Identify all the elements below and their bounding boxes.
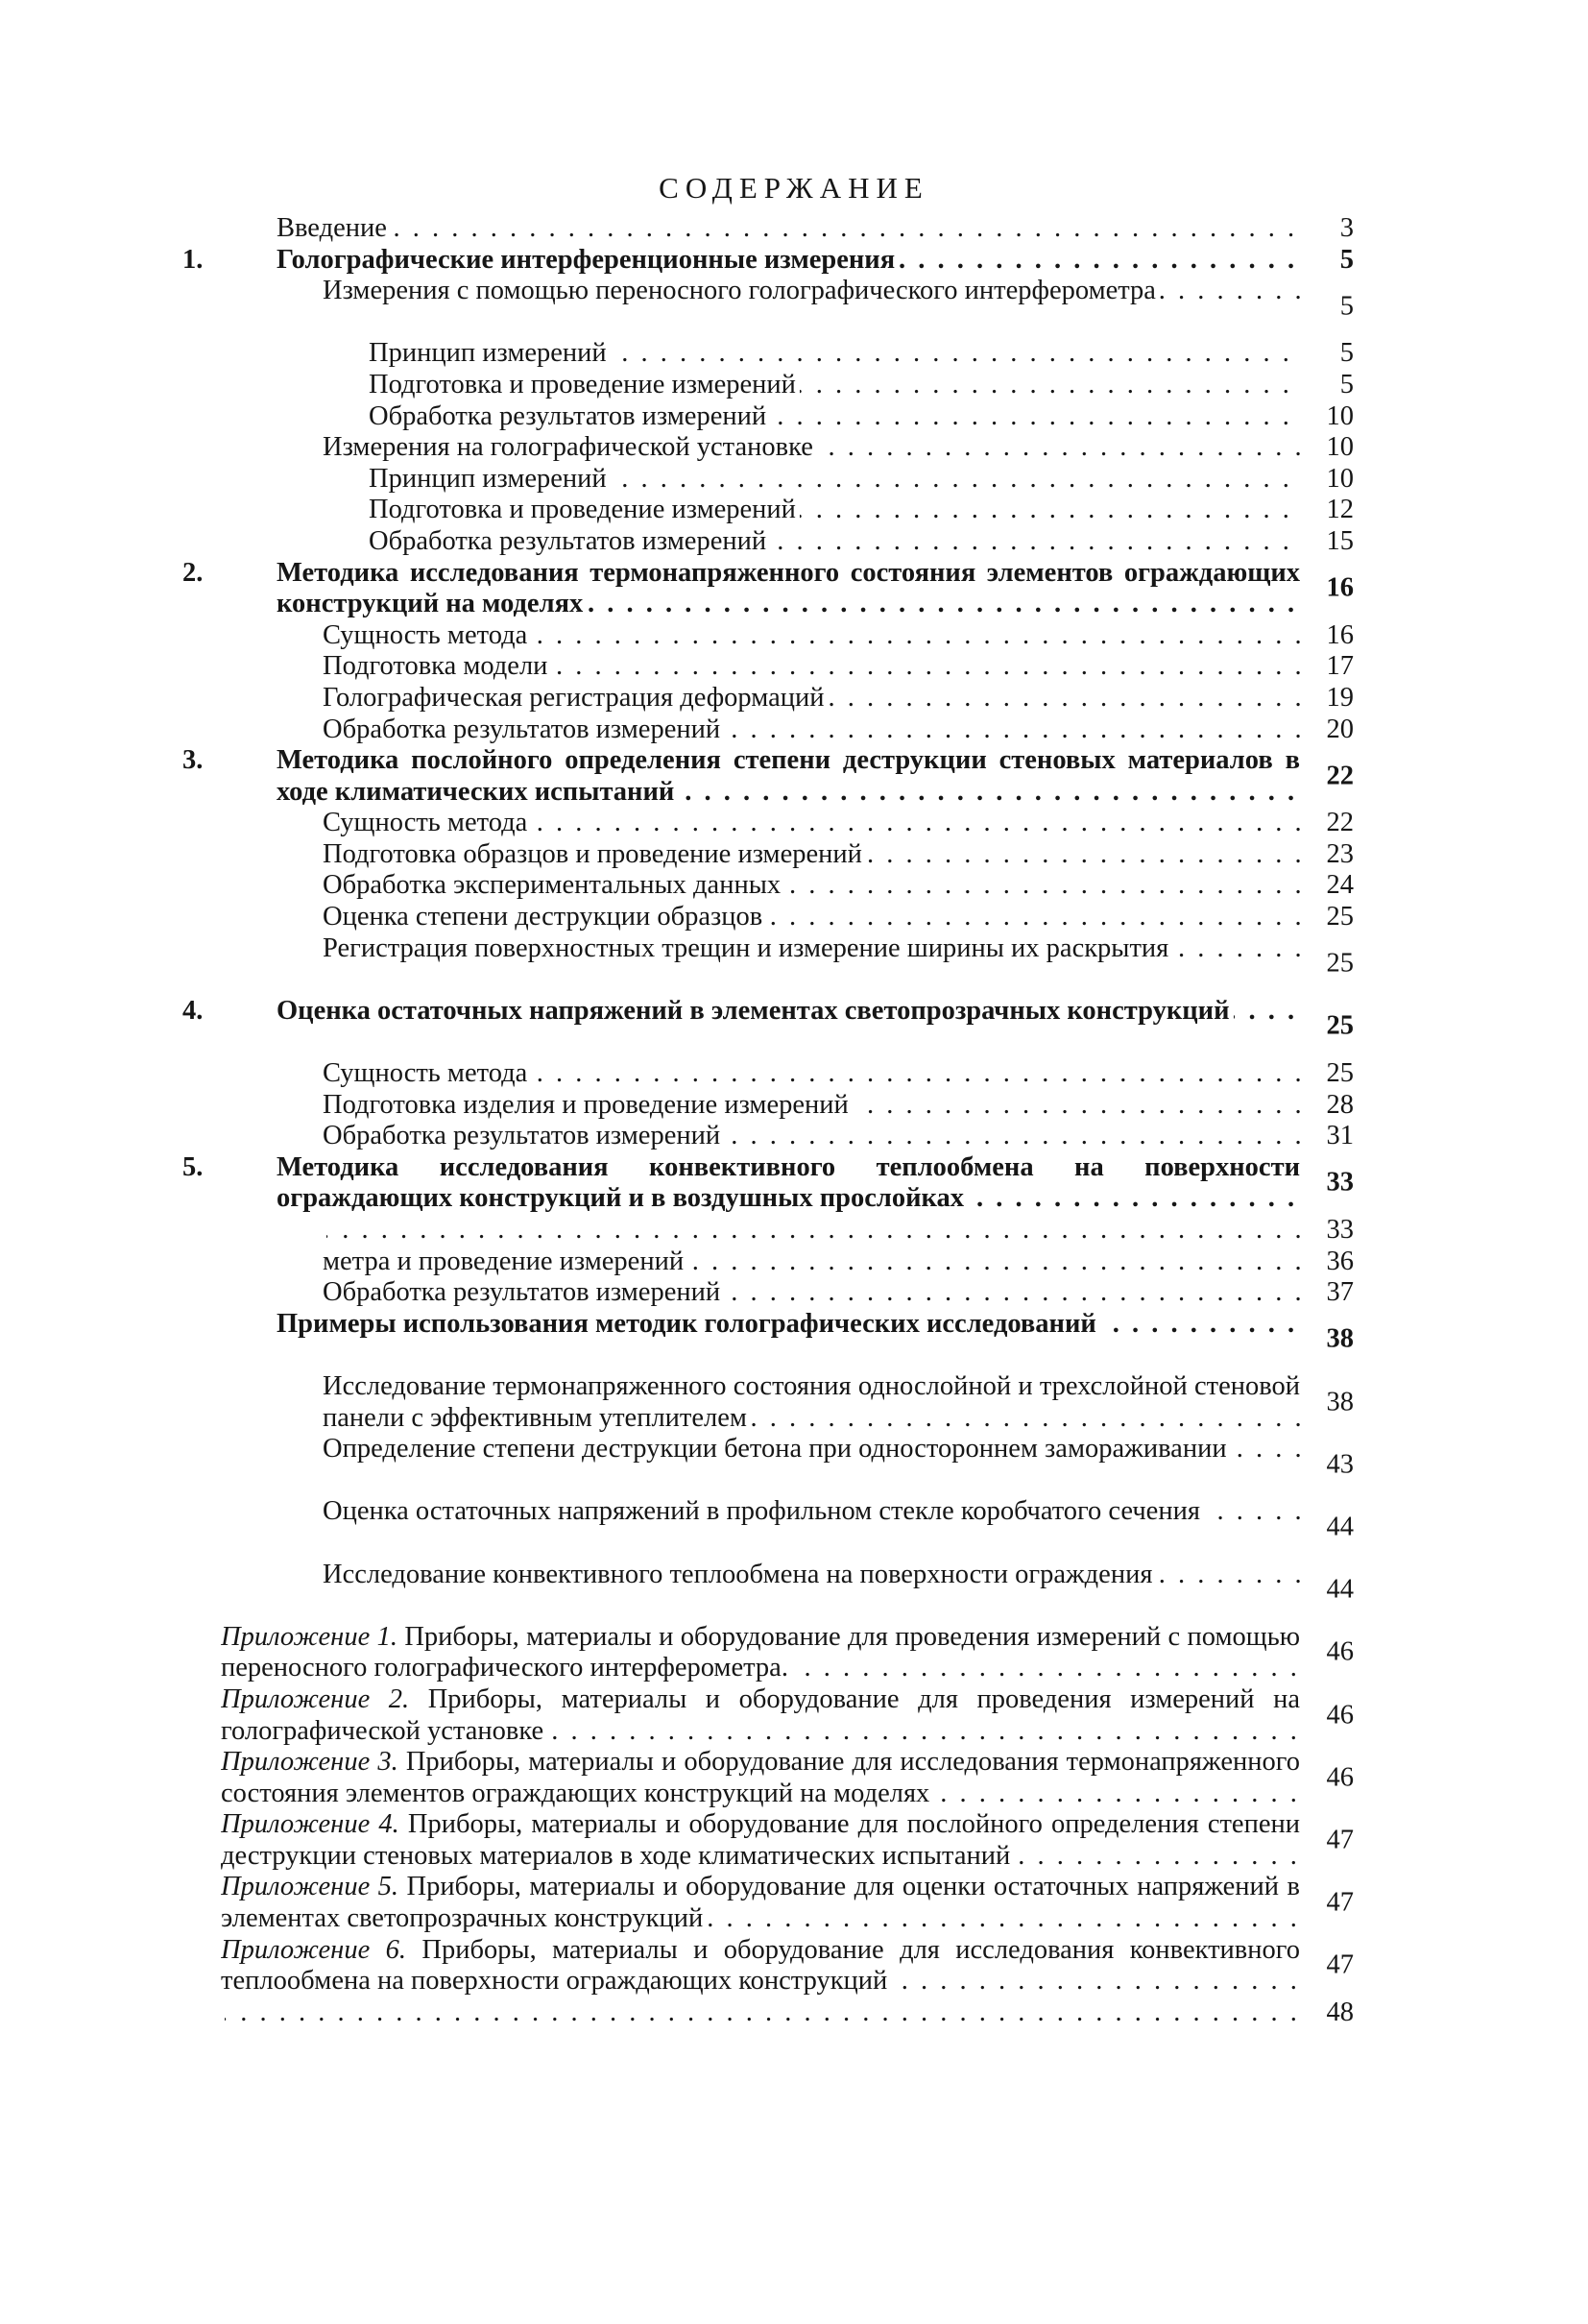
toc-entry-text: Оценка остаточных напряжений в профильном стекле коробчатого сечения . . . <box>323 1496 1300 1528</box>
toc-entry-page: 38 <box>1326 1387 1354 1417</box>
toc-entry-page: 43 <box>1326 1449 1354 1480</box>
toc-entry-page: 5 <box>1339 369 1354 399</box>
toc-entry <box>182 995 1354 1058</box>
toc-entry-page: 22 <box>1326 761 1354 791</box>
toc-entry-text: Подготовка изделия и проведение измерений . . . <box>323 1090 1300 1122</box>
toc-entry-page: 10 <box>1326 463 1354 494</box>
toc-entry-number: 4. <box>182 995 204 1026</box>
toc-entry <box>221 870 1354 902</box>
toc-entry-page: 28 <box>1326 1089 1354 1120</box>
toc-entry <box>221 432 1354 464</box>
toc-entry-page: 47 <box>1326 1949 1354 1980</box>
toc-entry-text: Измерения с помощью переносного голографического интерферометра . . . <box>323 276 1300 307</box>
toc-entry-page: 12 <box>1326 495 1354 525</box>
toc-entry-text: Обработка результатов измерений . . . <box>369 401 1300 433</box>
toc-entry <box>221 1622 1354 1684</box>
toc-entry-page: 23 <box>1326 838 1354 869</box>
toc-entry-page: 19 <box>1326 682 1354 713</box>
toc-entry <box>221 526 1354 558</box>
toc-entry-text: Голографические интерференционные измерения . . . <box>277 245 1300 277</box>
toc-entry-text: Принцип измерений . . . <box>369 464 1300 496</box>
toc-entry-number: 3. <box>182 745 204 776</box>
toc-entry-text: Обработка результатов измерений . . . <box>369 526 1300 558</box>
toc-entry-number: 2. <box>182 557 204 588</box>
toc-entry-page: 15 <box>1326 525 1354 556</box>
toc-entry <box>221 1684 1354 1747</box>
table-of-contents <box>182 213 1354 2028</box>
toc-entry-number: 1. <box>182 244 204 275</box>
toc-entry-text: Приложение 6. Приборы, материалы и оборудование для исследования конвективного теплообмена на поверхности ограждающих конструкций . . . <box>221 1935 1300 1997</box>
toc-entry-page: 36 <box>1326 1246 1354 1276</box>
toc-entry-text: Сущность метода . . . <box>323 808 1300 839</box>
appendix-label: Приложение 2. <box>221 1683 428 1714</box>
toc-entry-text: Обработка экспериментальных данных . . . <box>323 870 1300 902</box>
toc-entry-text: Обработка результатов измерений . . . <box>323 714 1300 746</box>
toc-entry-text <box>323 1215 1300 1247</box>
toc-entry <box>221 1247 1354 1278</box>
toc-entry <box>182 244 1354 277</box>
toc-entry <box>221 1997 1354 2029</box>
toc-entry-page: 31 <box>1326 1121 1354 1151</box>
toc-entry <box>221 1277 1354 1309</box>
toc-entry-number: 5. <box>182 1151 204 1182</box>
toc-entry <box>221 683 1354 714</box>
toc-entry-text <box>221 1997 1300 2029</box>
toc-entry-page: 47 <box>1326 1825 1354 1855</box>
toc-entry-text: Приложение 3. Приборы, материалы и оборудование для исследования термонапряженного состояния элементов ограждающих конструкций на моделях . . . <box>221 1747 1300 1809</box>
appendix-label: Приложение 1. <box>221 1621 405 1652</box>
toc-entry <box>221 933 1354 996</box>
toc-entry-text: Методика исследования конвективного теплообмена на поверхности ограждающих конструкций и в воздушных прослойках . . . <box>277 1152 1300 1215</box>
toc-entry <box>221 1747 1354 1809</box>
toc-entry <box>221 213 1354 245</box>
toc-entry <box>221 1058 1354 1090</box>
toc-entry-page: 25 <box>1326 902 1354 932</box>
toc-entry-text: Приложение 2. Приборы, материалы и оборудование для проведения измерений на голографической установке . . . <box>221 1684 1300 1747</box>
toc-entry <box>182 1151 1354 1215</box>
toc-entry <box>221 651 1354 683</box>
toc-entry-text: Оценка остаточных напряжений в элементах светопрозрачных конструкций . . . <box>277 996 1300 1028</box>
toc-entry <box>221 401 1354 433</box>
toc-entry-page: 24 <box>1326 870 1354 901</box>
toc-entry-page: 25 <box>1326 948 1354 979</box>
toc-entry-page: 33 <box>1326 1168 1354 1198</box>
page-title: СОДЕРЖАНИЕ <box>659 171 929 205</box>
toc-entry <box>221 620 1354 652</box>
toc-entry <box>221 370 1354 401</box>
appendix-label: Приложение 3. <box>221 1747 406 1778</box>
toc-entry <box>182 557 1354 620</box>
toc-entry-text: Голографическая регистрация деформаций . . . <box>323 683 1300 714</box>
toc-entry <box>221 1309 1354 1371</box>
toc-entry-page: 10 <box>1326 432 1354 463</box>
toc-entry-page: 44 <box>1326 1574 1354 1605</box>
toc-entry-text: Сущность метода . . . <box>323 1058 1300 1090</box>
toc-entry-text: Оценка степени деструкции образцов . . . <box>323 902 1300 933</box>
toc-entry <box>221 1496 1354 1559</box>
toc-entry-page: 37 <box>1326 1277 1354 1308</box>
toc-entry-text: Подготовка и проведение измерений . . . <box>369 495 1300 526</box>
toc-entry-page: 5 <box>1339 338 1354 369</box>
toc-entry-text: Подготовка и проведение измерений . . . <box>369 370 1300 401</box>
toc-entry-page: 46 <box>1326 1637 1354 1668</box>
toc-entry <box>221 464 1354 496</box>
toc-entry-text: Принцип измерений . . . <box>369 338 1300 370</box>
toc-entry-text: Обработка результатов измерений . . . <box>323 1277 1300 1309</box>
toc-entry-page: 48 <box>1326 1997 1354 2027</box>
toc-entry <box>221 1560 1354 1622</box>
toc-entry <box>221 1121 1354 1152</box>
toc-entry <box>221 1371 1354 1434</box>
toc-entry-text: Определение степени деструкции бетона при одностороннем замораживании . . . <box>323 1434 1300 1465</box>
toc-entry-page: 5 <box>1339 244 1354 275</box>
toc-entry <box>221 495 1354 526</box>
toc-entry-text: Приложение 4. Приборы, материалы и оборудование для послойного определения степени деструкции стеновых материалов в ходе климатических испытаний . . . <box>221 1809 1300 1872</box>
appendix-label: Приложение 5. <box>221 1872 407 1902</box>
toc-entry-page: 25 <box>1326 1011 1354 1042</box>
toc-entry-text: Обработка результатов измерений . . . <box>323 1121 1300 1152</box>
toc-entry <box>221 839 1354 871</box>
toc-entry <box>221 1935 1354 1997</box>
toc-entry-page: 16 <box>1326 619 1354 650</box>
toc-entry <box>182 745 1354 808</box>
toc-entry-page: 46 <box>1326 1762 1354 1793</box>
toc-entry <box>221 338 1354 370</box>
toc-entry <box>221 902 1354 933</box>
toc-entry-text: Регистрация поверхностных трещин и измерение ширины их раскрытия . . . <box>323 933 1300 965</box>
toc-entry <box>221 808 1354 839</box>
toc-entry <box>221 1215 1354 1247</box>
toc-entry-page: 25 <box>1326 1058 1354 1089</box>
toc-entry <box>221 276 1354 338</box>
toc-entry-page: 3 <box>1339 213 1354 243</box>
toc-entry <box>221 1434 1354 1496</box>
toc-entry-text: Введение . . . <box>277 213 1300 245</box>
toc-entry-page: 33 <box>1326 1215 1354 1245</box>
toc-entry-text: Подготовка образцов и проведение измерений . . . <box>323 839 1300 871</box>
toc-entry-text: Исследование термонапряженного состояния однослойной и трехслойной стеновой панели с эффективным утеплителем . . . <box>323 1371 1300 1434</box>
appendix-label: Приложение 6. <box>221 1934 422 1965</box>
toc-entry-text: Исследование конвективного теплообмена на поверхности ограждения . . . <box>323 1560 1300 1591</box>
toc-entry-text: Сущность метода . . . <box>323 620 1300 652</box>
toc-entry-page: 47 <box>1326 1887 1354 1918</box>
toc-entry-page: 44 <box>1326 1512 1354 1542</box>
toc-entry-text: метра и проведение измерений . . . <box>323 1247 1300 1278</box>
toc-entry-page: 22 <box>1326 808 1354 838</box>
toc-entry-page: 38 <box>1326 1324 1354 1355</box>
toc-entry <box>221 1090 1354 1122</box>
toc-entry-text: Приложение 1. Приборы, материалы и оборудование для проведения измерений с помощью переносного голографического интерферометра. . . . <box>221 1622 1300 1684</box>
toc-entry-text: Методика исследования термонапряженного состояния элементов ограждающих конструкций на моделях . . . <box>277 558 1300 620</box>
toc-entry-page: 10 <box>1326 400 1354 431</box>
toc-entry-page: 20 <box>1326 714 1354 744</box>
toc-entry-text: Измерения на голографической установке . . . <box>323 432 1300 464</box>
toc-entry <box>221 1872 1354 1934</box>
toc-entry-text: Приложение 5. Приборы, материалы и оборудование для оценки остаточных напряжений в элементах светопрозрачных конструкций . . . <box>221 1872 1300 1934</box>
toc-entry-text: Методика послойного определения степени деструкции стеновых материалов в ходе климатических испытаний . . . <box>277 745 1300 808</box>
toc-entry-text: Примеры использования методик голографических исследований . . . <box>277 1309 1300 1341</box>
toc-entry-page: 16 <box>1326 572 1354 603</box>
toc-entry <box>221 714 1354 746</box>
toc-entry <box>221 1809 1354 1872</box>
toc-entry-page: 46 <box>1326 1700 1354 1731</box>
appendix-label: Приложение 4. <box>221 1809 408 1840</box>
toc-entry-page: 17 <box>1326 651 1354 682</box>
toc-entry-text: Подготовка модели . . . <box>323 651 1300 683</box>
toc-entry-page: 5 <box>1339 291 1354 322</box>
